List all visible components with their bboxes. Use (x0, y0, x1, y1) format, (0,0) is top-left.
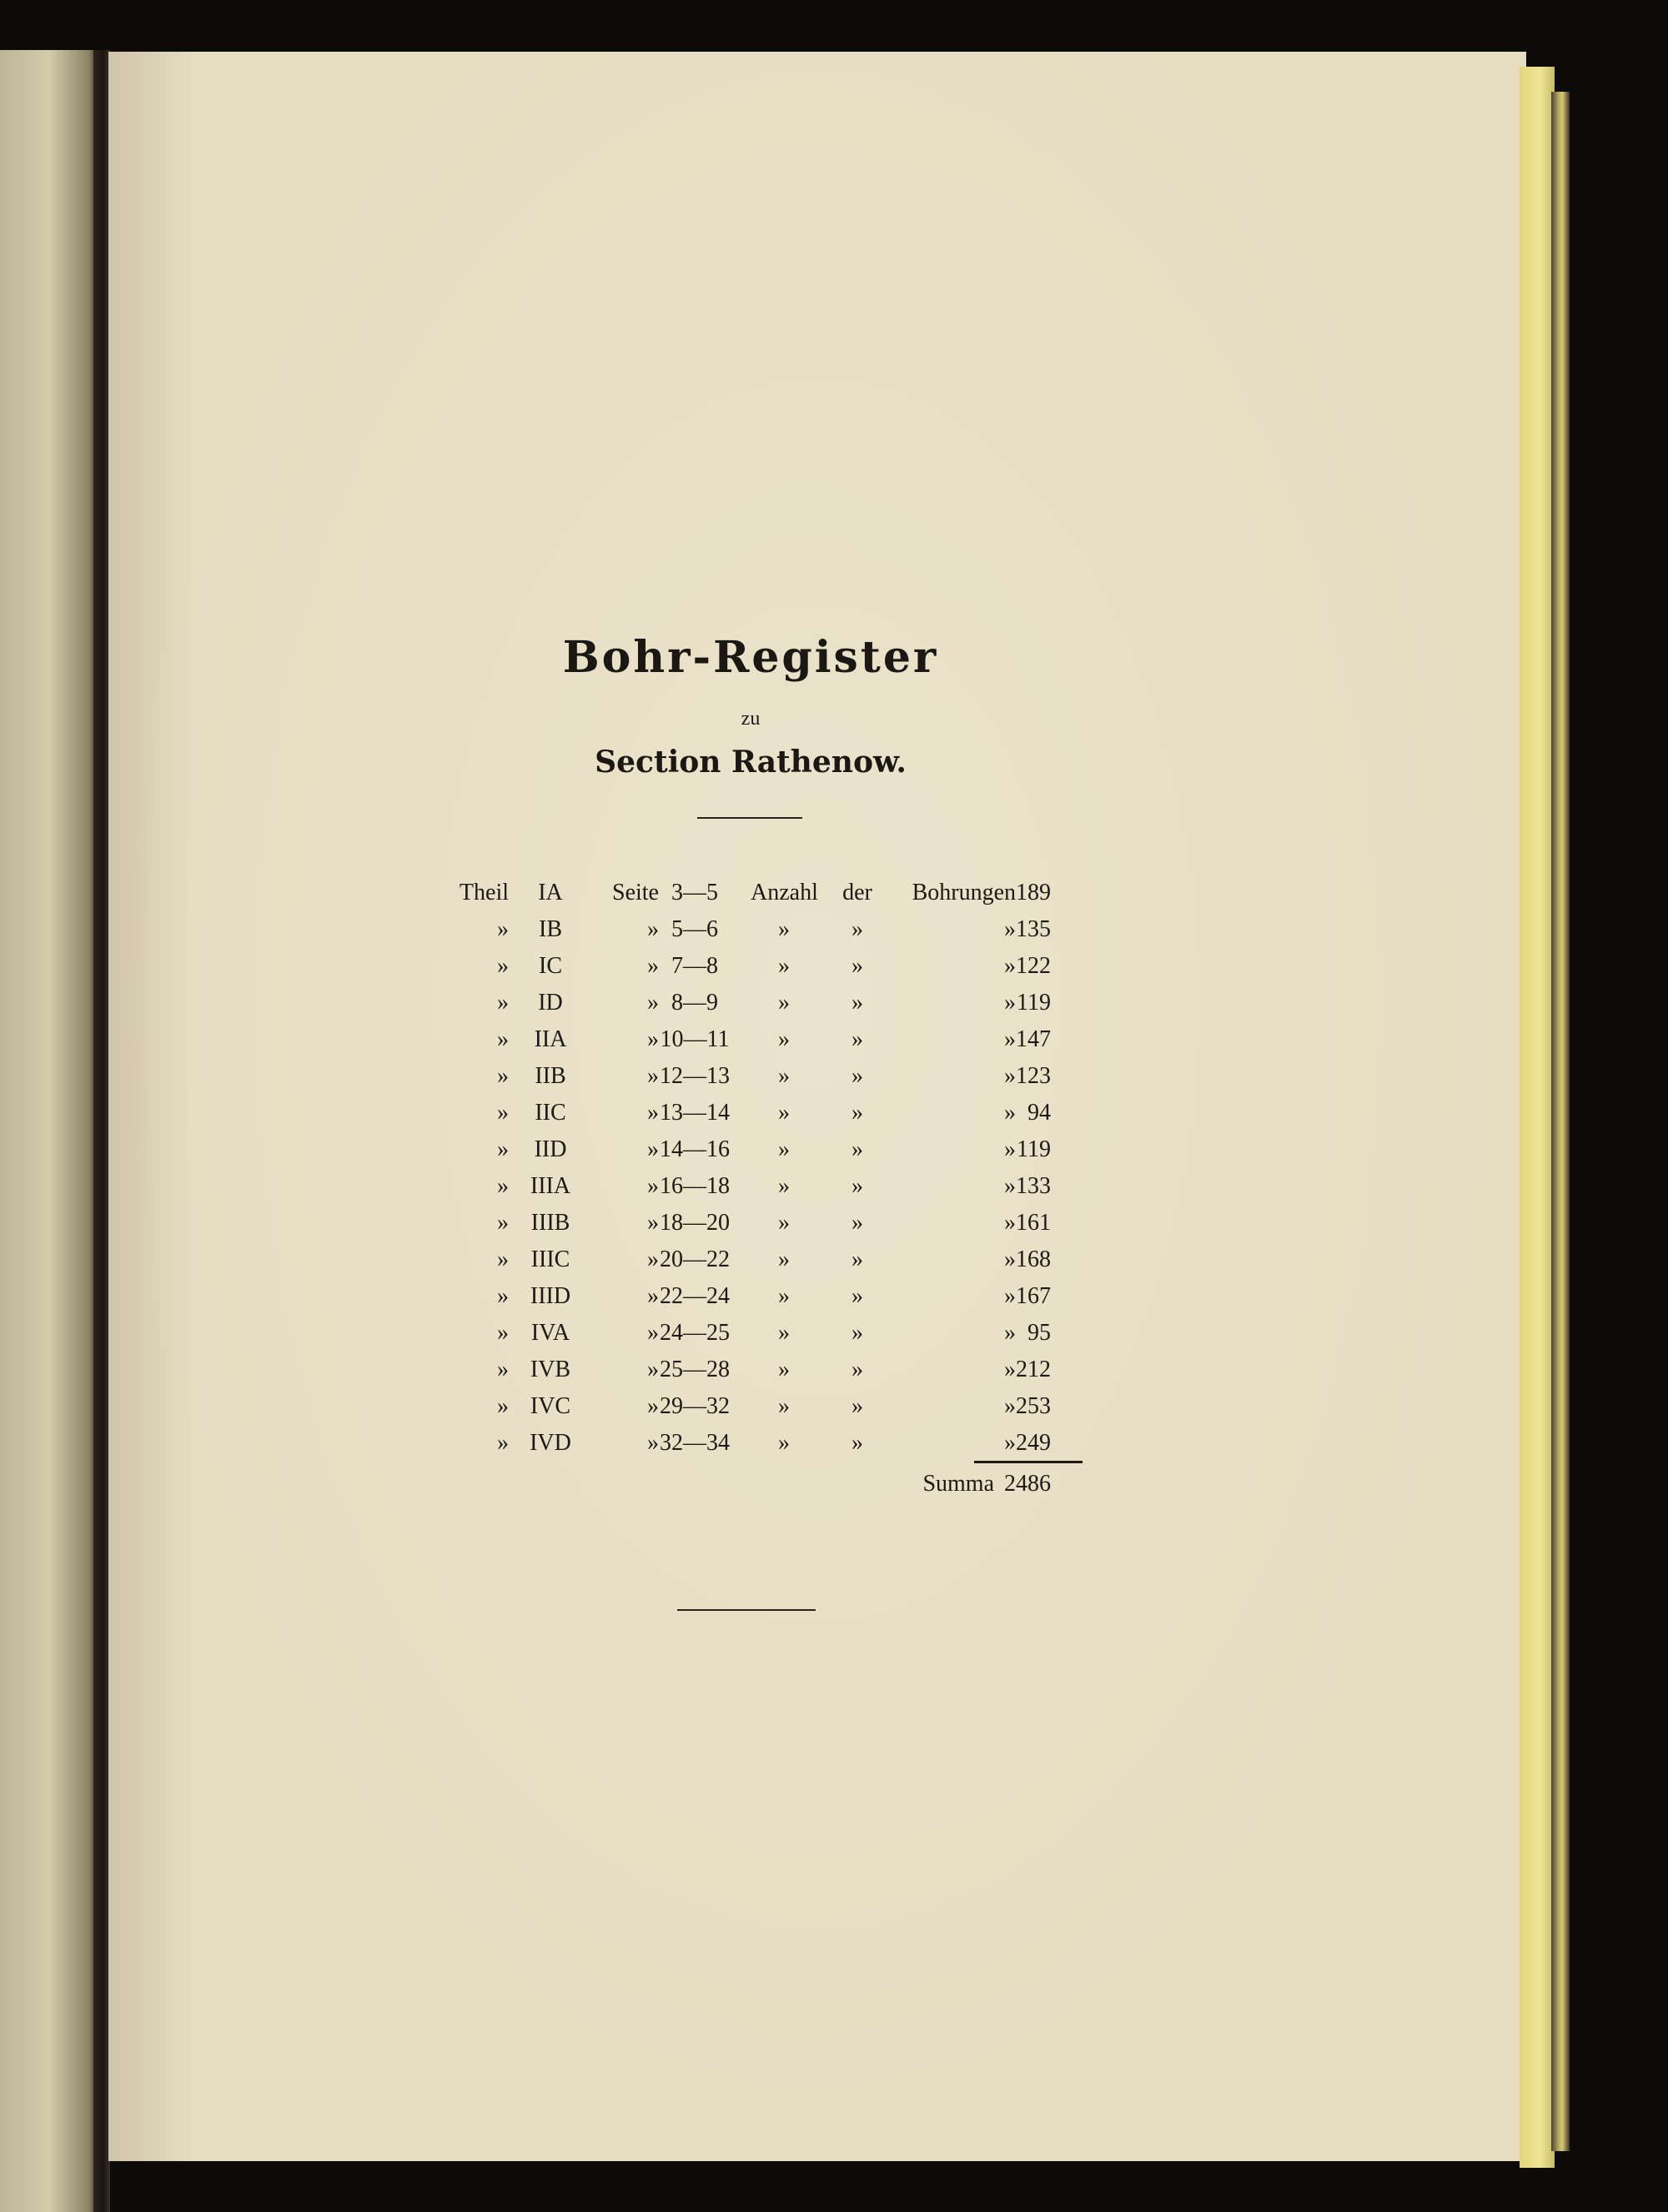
row-seite-label: » (647, 1210, 659, 1236)
row-prefix: » (497, 953, 509, 979)
row-page-range: 32—34 (660, 1430, 730, 1456)
row-prefix: » (497, 1136, 509, 1162)
section-name: Section Rathenow. (595, 745, 907, 780)
row-theil: IID (534, 1136, 567, 1162)
row-page-range: 10—11 (660, 1026, 730, 1052)
row-page-range: 3—5 (671, 880, 718, 905)
row-seite-label: » (647, 1026, 659, 1052)
register-row (0, 1173, 1501, 1210)
row-ditto-bohrungen: » (1004, 1063, 1016, 1089)
row-prefix: » (497, 1210, 509, 1236)
row-page-range: 8—9 (671, 990, 718, 1016)
row-count: 168 (1016, 1246, 1051, 1272)
row-count: 133 (1016, 1173, 1051, 1199)
page-edge-yellow (1520, 67, 1555, 2168)
divider-rule-top (697, 817, 802, 819)
row-ditto-der: » (852, 953, 863, 979)
row-ditto-der: » (852, 916, 863, 942)
row-theil: ID (538, 990, 563, 1016)
register-row (0, 1246, 1501, 1283)
row-ditto-der: » (852, 1173, 863, 1199)
row-prefix: » (497, 1357, 509, 1382)
row-seite-label: » (647, 916, 659, 942)
row-seite-label: » (647, 1393, 659, 1419)
row-theil: IVC (530, 1393, 571, 1419)
register-row (0, 1320, 1501, 1357)
register-row (0, 1136, 1501, 1173)
row-page-range: 18—20 (660, 1210, 730, 1236)
row-ditto-anzahl: » (778, 1026, 790, 1052)
row-page-range: 24—25 (660, 1320, 730, 1346)
row-count: 94 (1027, 1100, 1051, 1126)
summa-value: 2486 (1004, 1471, 1051, 1497)
row-ditto-bohrungen: » (1004, 1246, 1016, 1272)
page-title: Bohr-Register (562, 632, 939, 683)
row-ditto-bohrungen: » (1004, 1393, 1016, 1419)
row-ditto-anzahl: » (778, 1357, 790, 1382)
title-connector: zu (741, 708, 761, 730)
row-ditto-bohrungen: » (1004, 916, 1016, 942)
register-row (0, 1100, 1501, 1136)
register-row (0, 953, 1501, 990)
row-ditto-bohrungen: » (1004, 1283, 1016, 1309)
row-theil: IVD (530, 1430, 571, 1456)
row-ditto-anzahl: » (778, 953, 790, 979)
row-ditto-der: » (852, 1136, 863, 1162)
row-ditto-anzahl: » (778, 1246, 790, 1272)
row-ditto-der: » (852, 1100, 863, 1126)
row-page-range: 25—28 (660, 1357, 730, 1382)
row-seite-label: » (647, 1357, 659, 1382)
row-ditto-anzahl: » (778, 1063, 790, 1089)
row-seite-label: » (647, 953, 659, 979)
row-prefix: Theil (459, 880, 509, 905)
row-prefix: » (497, 1283, 509, 1309)
row-ditto-bohrungen: » (1004, 1026, 1016, 1052)
row-count: 212 (1016, 1357, 1051, 1382)
row-page-range: 22—24 (660, 1283, 730, 1309)
register-row (0, 990, 1501, 1026)
row-ditto-der: der (842, 880, 872, 905)
row-ditto-anzahl: » (778, 916, 790, 942)
summa-total (859, 1471, 1051, 1497)
row-ditto-bohrungen: » (1004, 1173, 1016, 1199)
register-row (0, 1210, 1501, 1246)
row-ditto-der: » (852, 1393, 863, 1419)
row-prefix: » (497, 1100, 509, 1126)
row-prefix: » (497, 916, 509, 942)
row-seite-label: » (647, 1320, 659, 1346)
row-page-range: 14—16 (660, 1136, 730, 1162)
row-theil: IIIA (530, 1173, 571, 1199)
row-ditto-bohrungen: Bohrungen (912, 880, 1016, 905)
row-seite-label: » (647, 1430, 659, 1456)
row-ditto-bohrungen: » (1004, 1320, 1016, 1346)
row-seite-label: Seite (612, 880, 659, 905)
row-ditto-anzahl: » (778, 1430, 790, 1456)
row-ditto-bohrungen: » (1004, 1430, 1016, 1456)
row-page-range: 29—32 (660, 1393, 730, 1419)
row-ditto-anzahl: » (778, 1283, 790, 1309)
row-prefix: » (497, 1063, 509, 1089)
row-count: 119 (1017, 990, 1051, 1016)
row-ditto-bohrungen: » (1004, 1210, 1016, 1236)
sum-rule (974, 1461, 1083, 1463)
row-theil: IIIB (530, 1210, 570, 1236)
row-page-range: 5—6 (671, 916, 718, 942)
row-prefix: » (497, 1173, 509, 1199)
row-ditto-anzahl: » (778, 1136, 790, 1162)
row-theil: IIC (535, 1100, 566, 1126)
row-seite-label: » (647, 1173, 659, 1199)
row-prefix: » (497, 1320, 509, 1346)
row-theil: IB (539, 916, 562, 942)
row-count: 95 (1027, 1320, 1051, 1346)
row-page-range: 16—18 (660, 1173, 730, 1199)
row-ditto-anzahl: » (778, 1173, 790, 1199)
row-ditto-der: » (852, 1283, 863, 1309)
row-page-range: 12—13 (660, 1063, 730, 1089)
register-row (0, 880, 1501, 916)
row-theil: IIB (535, 1063, 566, 1089)
register-row (0, 1430, 1501, 1467)
summa-label: Summa (922, 1471, 994, 1497)
register-row (0, 916, 1501, 953)
row-ditto-anzahl: » (778, 1320, 790, 1346)
row-ditto-anzahl: » (778, 1393, 790, 1419)
row-count: 189 (1016, 880, 1051, 905)
row-ditto-anzahl: » (778, 1210, 790, 1236)
row-ditto-bohrungen: » (1004, 1136, 1016, 1162)
row-theil: IC (539, 953, 562, 979)
row-ditto-der: » (852, 1026, 863, 1052)
row-prefix: » (497, 1026, 509, 1052)
divider-rule-bottom (677, 1609, 816, 1611)
row-count: 161 (1016, 1210, 1051, 1236)
row-theil: IIA (534, 1026, 567, 1052)
row-count: 167 (1016, 1283, 1051, 1309)
row-theil: IVA (530, 1320, 570, 1346)
row-count: 122 (1016, 953, 1051, 979)
row-ditto-der: » (852, 1320, 863, 1346)
row-ditto-bohrungen: » (1004, 990, 1016, 1016)
row-count: 147 (1016, 1026, 1051, 1052)
register-row (0, 1283, 1501, 1320)
row-count: 119 (1017, 1136, 1051, 1162)
row-theil: IA (538, 880, 563, 905)
row-prefix: » (497, 1393, 509, 1419)
row-ditto-der: » (852, 990, 863, 1016)
row-ditto-bohrungen: » (1004, 1357, 1016, 1382)
register-row (0, 1393, 1501, 1430)
row-count: 123 (1016, 1063, 1051, 1089)
row-seite-label: » (647, 1063, 659, 1089)
register-row (0, 1063, 1501, 1100)
row-ditto-der: » (852, 1430, 863, 1456)
register-row (0, 1357, 1501, 1393)
row-page-range: 20—22 (660, 1246, 730, 1272)
row-ditto-der: » (852, 1246, 863, 1272)
row-count: 135 (1016, 916, 1051, 942)
row-ditto-bohrungen: » (1004, 1100, 1016, 1126)
row-seite-label: » (647, 1283, 659, 1309)
row-theil: IIIC (530, 1246, 570, 1272)
row-page-range: 13—14 (660, 1100, 730, 1126)
row-page-range: 7—8 (671, 953, 718, 979)
row-ditto-der: » (852, 1063, 863, 1089)
row-prefix: » (497, 990, 509, 1016)
row-prefix: » (497, 1246, 509, 1272)
row-ditto-anzahl: Anzahl (751, 880, 818, 905)
book-cover-edge (1551, 92, 1570, 2151)
row-theil: IVB (530, 1357, 571, 1382)
row-ditto-bohrungen: » (1004, 953, 1016, 979)
register-row (0, 1026, 1501, 1063)
register-table (0, 880, 1501, 1547)
row-seite-label: » (647, 1136, 659, 1162)
row-seite-label: » (647, 990, 659, 1016)
row-ditto-der: » (852, 1357, 863, 1382)
row-seite-label: » (647, 1246, 659, 1272)
row-theil: IIID (530, 1283, 571, 1309)
row-ditto-anzahl: » (778, 1100, 790, 1126)
row-ditto-der: » (852, 1210, 863, 1236)
row-seite-label: » (647, 1100, 659, 1126)
row-count: 249 (1016, 1430, 1051, 1456)
row-count: 253 (1016, 1393, 1051, 1419)
row-ditto-anzahl: » (778, 990, 790, 1016)
row-prefix: » (497, 1430, 509, 1456)
